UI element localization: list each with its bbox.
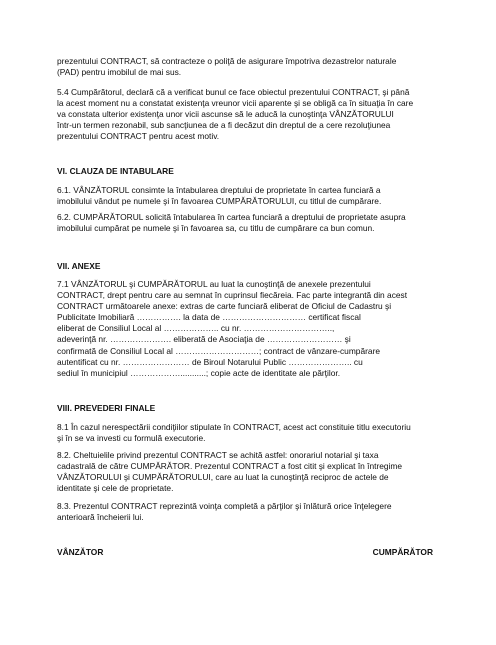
- text-line: 5.4 Cumpărătorul, declară că a verificat bunul ce face obiectul prezentului CONTRACT, şi până: [57, 87, 410, 97]
- clause-5-4: [57, 87, 413, 142]
- clause-8-2: [57, 450, 402, 494]
- text-line: sediul în municipiul ………………...........; copie acte de identitate ale părţilor.: [57, 367, 341, 378]
- clause-continuation: [57, 56, 396, 78]
- text-line: CONTRACT următoarele anexe: extras de carte funciară eliberat de Oficiul de Cadastru şi: [57, 301, 392, 312]
- section-heading-vii: VII. ANEXE: [57, 261, 101, 271]
- text-line: prezentului CONTRACT, să contracteze o poliţă de asigurare împotriva dezastrelor naturale: [57, 56, 397, 66]
- text-line: confirmată de Consiliul Local al …………………………; contract de vânzare-cumpărare: [57, 345, 381, 356]
- text-line: prezentului CONTRACT pentru acest motiv.: [57, 131, 220, 141]
- text-line: CONTRACT, drept pentru care au semnat în cuprinsul fiecăreia. Fac parte integrantă din acest: [57, 290, 408, 301]
- text-line: identitate şi cele de proprietate.: [57, 483, 174, 493]
- clause-7-1: [57, 279, 407, 379]
- text-line: anterioară încheierii lui.: [57, 512, 144, 522]
- text-line: la acest moment nu a constatat existenţa vreunor vicii aparente şi se obligă ca în situaţia în care: [57, 98, 414, 108]
- text-line: eliberat de Consiliul Local al ……………….. cu nr. …………………………..,: [57, 323, 335, 334]
- text-line: într-un termen rezonabil, sub sancţiunea de a fi decăzut din dreptul de a cere rezoluţiunea: [57, 120, 391, 130]
- text-line: (PAD) pentru imobilul de mai sus.: [57, 67, 182, 77]
- section-heading-vi: VI. CLAUZA DE INTABULARE: [57, 166, 174, 176]
- text-line: adeverinţă nr. …………………. eliberată de Asociaţia de ……………………… şi: [57, 334, 351, 345]
- text-line: VÂNZĂTORULUI şi CUMPĂRĂTORULUI, care au luat la cunoştinţă reciproc de actele de: [57, 472, 389, 482]
- buyer-signature-label: CUMPĂRĂTOR: [372, 547, 433, 557]
- text-line: 8.3. Prezentul CONTRACT reprezintă voinţa completă a părţilor şi înlătură orice înţelegere: [57, 501, 392, 511]
- clause-8-3: [57, 501, 392, 523]
- text-line: 8.1 În cazul nerespectării condiţiilor stipulate în CONTRACT, acest act constituie titlu executoriu: [57, 422, 411, 432]
- text-line: cadastrală de către CUMPĂRĂTOR. Prezentul CONTRACT a fost citit şi explicat în întregime: [57, 461, 403, 471]
- text-line: 6.2. CUMPĂRĂTORUL solicită întabularea în cartea funciară a dreptului de proprietate asupra: [57, 212, 406, 222]
- text-line: 7.1 VÂNZĂTORUL şi CUMPĂRĂTORUL au luat la cunoştinţă de anexele prezentului: [57, 279, 371, 289]
- clause-6-1: [57, 185, 381, 207]
- text-line: Publicitate Imobiliară ……………. la data de ………………………… certificat fiscal: [57, 312, 361, 323]
- text-line: şi în se va investi cu formulă executorie.: [57, 433, 206, 443]
- text-line: imobilului vândut pe numele şi în favoarea CUMPĂRĂTORULUI, cu titlul de cumpărare.: [57, 196, 382, 206]
- text-line: va constata ulterior existenţa unor vicii ascunse să le aducă la cunoştinţa VÂNZĂTORULUI: [57, 109, 394, 119]
- clause-8-1: [57, 422, 411, 444]
- text-line: 8.2. Cheltuielile privind prezentul CONTRACT se achită astfel: onorariul notarial şi taxa: [57, 450, 379, 460]
- signature-block: [57, 547, 433, 558]
- text-line: 6.1. VÂNZĂTORUL consimte la întabularea dreptului de proprietate în cartea funciară a: [57, 185, 381, 195]
- text-line: imobilului cumpărat pe numele şi în favoarea sa, cu titlu de cumpărare ca bun comun.: [57, 223, 375, 233]
- seller-signature-label: VÂNZĂTOR: [57, 547, 104, 557]
- text-line: autentificat cu nr. …………………… de Biroul Notarului Public ………………….. cu: [57, 356, 363, 367]
- clause-6-2: [57, 212, 406, 234]
- section-heading-viii: VIII. PREVEDERI FINALE: [57, 403, 156, 413]
